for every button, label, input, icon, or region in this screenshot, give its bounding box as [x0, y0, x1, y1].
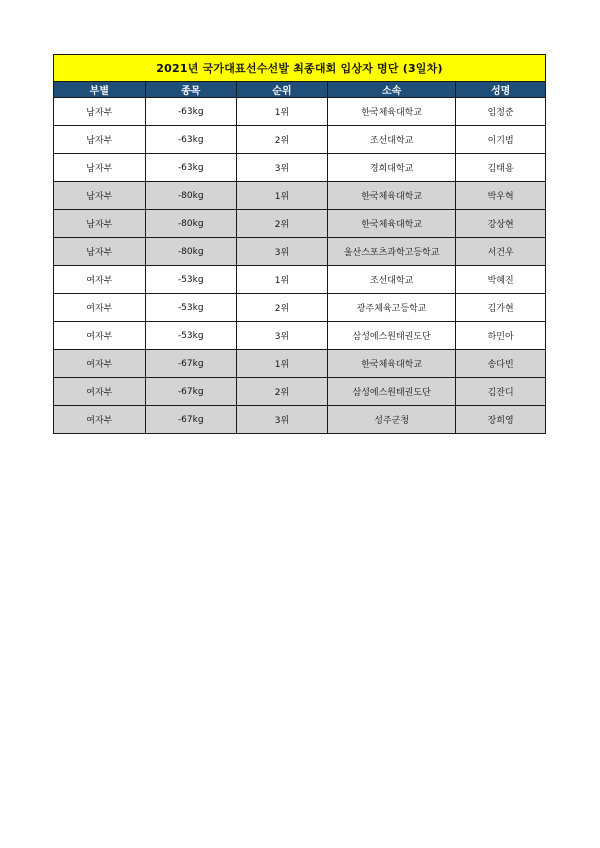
cell-team: 조선대학교 — [328, 126, 456, 154]
cell-event: -80kg — [145, 238, 236, 266]
cell-rank: 2위 — [236, 126, 327, 154]
cell-name: 장희영 — [456, 406, 545, 434]
cell-rank: 3위 — [236, 154, 327, 182]
cell-event: -53kg — [145, 322, 236, 350]
cell-rank: 1위 — [236, 350, 327, 378]
table-row — [54, 238, 545, 266]
cell-name: 하민아 — [456, 322, 545, 350]
column-header-team: 소속 — [328, 82, 456, 98]
cell-rank: 1위 — [236, 266, 327, 294]
cell-division: 여자부 — [54, 322, 145, 350]
cell-division: 여자부 — [54, 266, 145, 294]
cell-division: 남자부 — [54, 210, 145, 238]
cell-name: 이기범 — [456, 126, 545, 154]
cell-name: 송다빈 — [456, 350, 545, 378]
cell-team: 한국체육대학교 — [328, 350, 456, 378]
cell-division: 남자부 — [54, 126, 145, 154]
cell-event: -63kg — [145, 154, 236, 182]
cell-division: 여자부 — [54, 350, 145, 378]
cell-name: 박혜진 — [456, 266, 545, 294]
cell-division: 남자부 — [54, 238, 145, 266]
table-row — [54, 266, 545, 294]
table-row — [54, 126, 545, 154]
cell-rank: 2위 — [236, 294, 327, 322]
cell-rank: 2위 — [236, 210, 327, 238]
cell-rank: 3위 — [236, 238, 327, 266]
cell-event: -67kg — [145, 350, 236, 378]
cell-team: 삼성에스원태권도단 — [328, 322, 456, 350]
cell-event: -80kg — [145, 182, 236, 210]
cell-event: -53kg — [145, 266, 236, 294]
results-table — [54, 82, 545, 433]
cell-team: 광주체육고등학교 — [328, 294, 456, 322]
cell-team: 삼성에스원태권도단 — [328, 378, 456, 406]
cell-division: 남자부 — [86, 108, 113, 118]
cell-division: 남자부 — [54, 182, 145, 210]
cell-name: 임정준 — [456, 98, 545, 126]
cell-rank: 3위 — [236, 322, 327, 350]
cell-name: 김잔디 — [456, 378, 545, 406]
column-header-name: 성명 — [456, 82, 545, 98]
cell-division: 남자부 — [54, 154, 145, 182]
cell-event: -63kg — [145, 126, 236, 154]
column-header-event: 종목 — [145, 82, 236, 98]
cell-name: 서건우 — [456, 238, 545, 266]
table-row — [54, 322, 545, 350]
table-row — [54, 98, 545, 126]
table-row — [54, 294, 545, 322]
cell-event: -67kg — [145, 406, 236, 434]
table-row — [54, 378, 545, 406]
cell-name: 강상현 — [456, 210, 545, 238]
column-header-rank: 순위 — [236, 82, 327, 98]
cell-team: 한국체육대학교 — [328, 98, 456, 126]
cell-event: -80kg — [145, 210, 236, 238]
cell-event: -67kg — [145, 378, 236, 406]
cell-team: 한국체육대학교 — [328, 210, 456, 238]
sheet-title: 2021년 국가대표선수선발 최종대회 입상자 명단 (3일차) — [54, 55, 545, 82]
cell-rank: 1위 — [236, 182, 327, 210]
table-row — [54, 182, 545, 210]
cell-team: 한국체육대학교 — [328, 182, 456, 210]
cell-division: 여자부 — [54, 406, 145, 434]
cell-name: 박우혁 — [456, 182, 545, 210]
cell-rank: 1위 — [236, 98, 327, 126]
cell-division: 여자부 — [54, 294, 145, 322]
cell-name: 김가현 — [456, 294, 545, 322]
cell-name: 김태용 — [456, 154, 545, 182]
cell-team: 조선대학교 — [328, 266, 456, 294]
header-row — [54, 82, 545, 98]
cell-team: 성주군청 — [328, 406, 456, 434]
cell-division: 여자부 — [54, 378, 145, 406]
results-sheet — [53, 54, 546, 434]
cell-rank: 2위 — [236, 378, 327, 406]
column-header-division: 부별 — [54, 82, 145, 98]
table-row — [54, 210, 545, 238]
cell-event: -63kg — [145, 98, 236, 126]
table-row — [54, 154, 545, 182]
cell-team: 경희대학교 — [328, 154, 456, 182]
cell-rank: 3위 — [236, 406, 327, 434]
table-row — [54, 406, 545, 434]
table-row — [54, 350, 545, 378]
cell-event: -53kg — [145, 294, 236, 322]
cell-team: 울산스포츠과학고등학교 — [328, 238, 456, 266]
